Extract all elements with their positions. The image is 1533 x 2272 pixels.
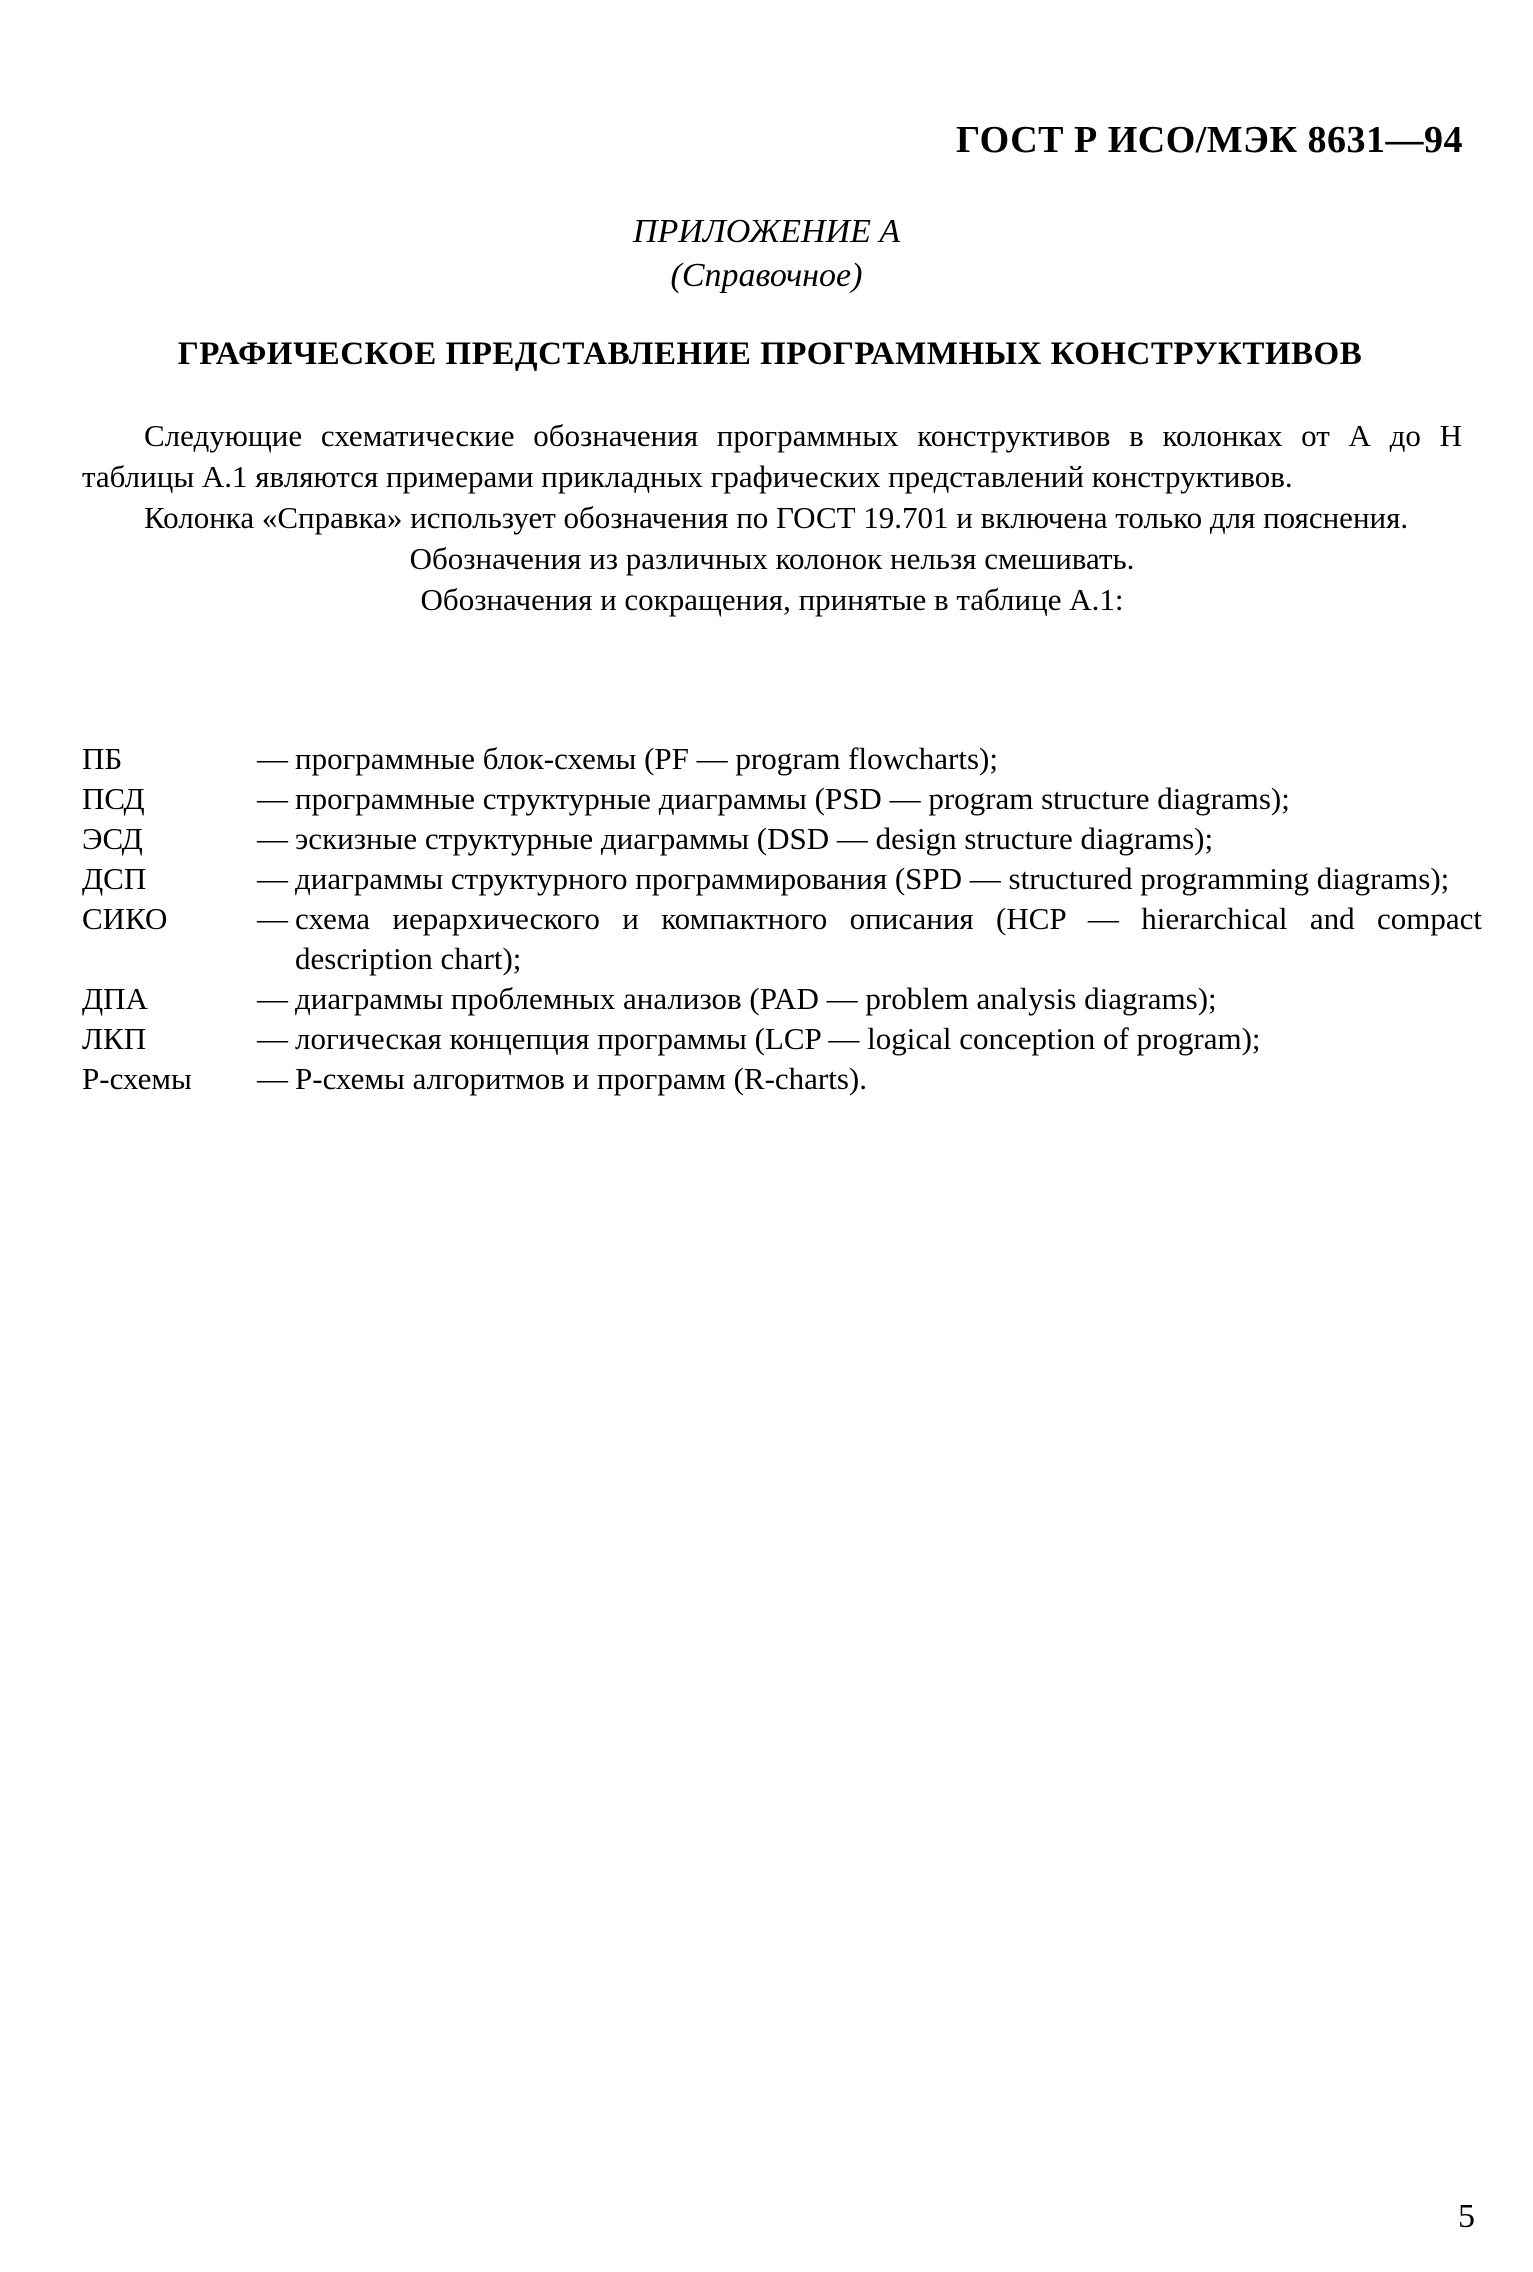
- paragraph: Обозначения из различных колонок нельзя смешивать.: [409, 541, 1135, 576]
- abbreviation-term: ДСП: [82, 861, 147, 896]
- abbreviation-definition: диаграммы проблемных анализов (PAD — problem analysis diagrams);: [295, 981, 1217, 1016]
- abbreviation-term: СИКО: [82, 901, 168, 936]
- abbreviation-definition: схема иерархического и компактного описания (HCP — hierarchical and compact description chart);: [295, 901, 1482, 976]
- abbreviation-dash: —: [257, 861, 288, 896]
- paragraph: Обозначения и сокращения, принятые в таблице А.1:: [420, 582, 1124, 617]
- appendix-title: ПРИЛОЖЕНИЕ А: [632, 213, 901, 250]
- abbreviation-item: [82, 819, 1482, 859]
- abbreviation-dash: —: [257, 901, 288, 936]
- abbreviation-definition: программные блок-схемы (PF — program flowcharts);: [295, 741, 998, 776]
- abbreviation-term: ЭСД: [82, 821, 143, 856]
- paragraph: Следующие схематические обозначения программных конструктивов в колонках от А до Н таблицы А.1 являются примерами прикладных графических представлений конструктивов.: [82, 418, 1462, 494]
- abbreviation-definition: логическая концепция программы (LCP — logical conception of program);: [295, 1021, 1261, 1056]
- section-heading: ГРАФИЧЕСКОЕ ПРЕДСТАВЛЕНИЕ ПРОГРАММНЫХ КОНСТРУКТИВОВ: [177, 336, 1363, 372]
- abbreviation-term: ПСД: [82, 781, 145, 816]
- abbreviation-item: [82, 779, 1482, 819]
- abbreviation-term: ЛКП: [82, 1021, 147, 1056]
- abbreviation-definition: Р-схемы алгоритмов и программ (R-charts).: [295, 1061, 867, 1096]
- abbreviation-definition: эскизные структурные диаграммы (DSD — design structure diagrams);: [295, 821, 1214, 856]
- abbreviation-dash: —: [257, 821, 288, 856]
- abbreviation-term: ДПА: [82, 981, 148, 1016]
- body-text: [82, 415, 1462, 620]
- page-number: 5: [1458, 2198, 1475, 2235]
- abbreviation-dash: —: [257, 981, 288, 1016]
- abbreviation-item: [82, 739, 1482, 779]
- document-id: ГОСТ Р ИСО/МЭК 8631—94: [955, 119, 1463, 161]
- abbreviation-term: ПБ: [82, 741, 123, 776]
- appendix-subtitle: (Справочное): [670, 257, 863, 294]
- paragraph: Колонка «Справка» использует обозначения по ГОСТ 19.701 и включена только для пояснения.: [144, 500, 1409, 535]
- abbreviation-term: Р-схемы: [82, 1061, 192, 1096]
- abbreviation-item: [82, 1059, 1482, 1099]
- abbreviation-dash: —: [257, 741, 288, 776]
- abbreviation-list: [82, 739, 1482, 1099]
- abbreviation-dash: —: [257, 1021, 288, 1056]
- abbreviation-item: [82, 979, 1482, 1019]
- abbreviation-item: [82, 899, 1482, 979]
- abbreviation-dash: —: [257, 781, 288, 816]
- abbreviation-definition: диаграммы структурного программирования (SPD — structured programming diagrams);: [295, 861, 1450, 896]
- abbreviation-item: [82, 859, 1482, 899]
- abbreviation-dash: —: [257, 1061, 288, 1096]
- abbreviation-item: [82, 1019, 1482, 1059]
- appendix-block: [0, 210, 1533, 298]
- abbreviation-definition: программные структурные диаграммы (PSD — program structure diagrams);: [295, 781, 1290, 816]
